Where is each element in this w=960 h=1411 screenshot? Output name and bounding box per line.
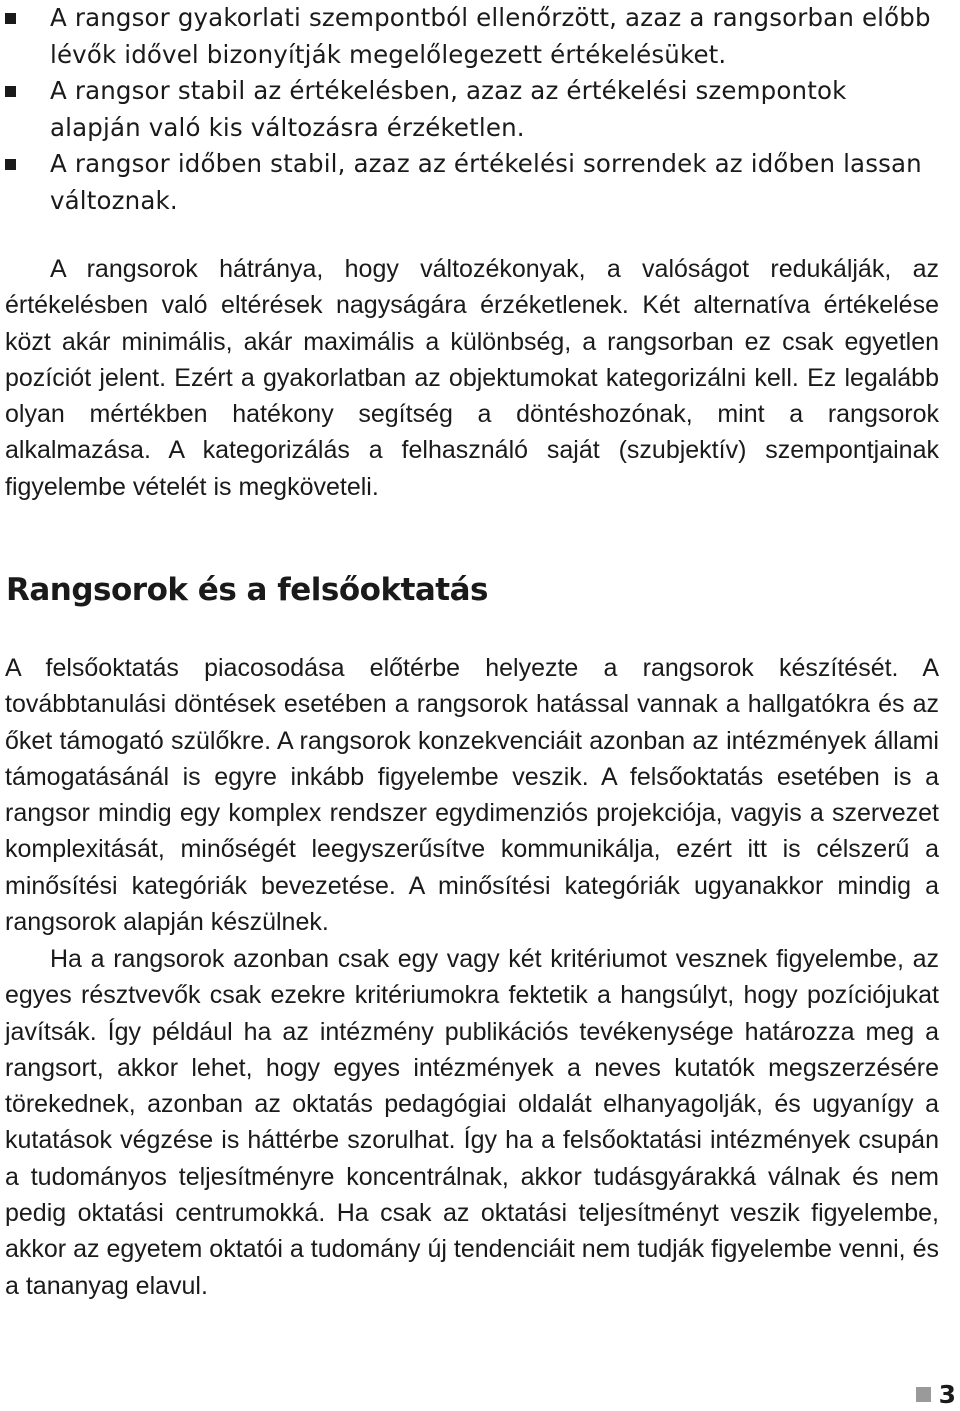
bullet-square-icon — [5, 13, 16, 24]
body-paragraph: A felsőoktatás piacosodása előtérbe helyezte a rangsorok készítését. A továbbtanulási döntések esetében a rangsorok hatással vannak a hallgatókra és az őket támogató szülőkre. A rangsorok konzekvenciáit azonban az intézmények állami támogatásánál is egyre inkább figyelembe veszik. A felsőoktatás esetében is a rangsor mindig egy komplex rendszer egydimenziós projekciója, vagyis a szervezet komplexitását, minőségét leegyszerűsítve kommunikálja, ezért itt is célszerű a minősítési kategóriák bevezetése. A minősítési kategóriák ugyanakkor mindig a rangsorok alapján készülnek. — [5, 654, 939, 937]
bullet-text: A rangsor időben stabil, azaz az értékelési sorrendek az időben lassan változnak. — [50, 149, 922, 215]
bullet-square-icon — [5, 86, 16, 97]
bullet-item — [0, 0, 945, 73]
page-footer — [916, 1380, 956, 1409]
intro-paragraph: A rangsorok hátránya, hogy változékonyak, a valóságot redukálják, az értékelésben való eltérések nagyságára érzéketlenek. Két alternatíva értékelése közt akár minimális, akár maximális a különbség, a rangsorban ez csak egyetlen pozíciót jelent. Ezért a gyakorlatban az objektumokat kategorizálni kell. Ez legalább olyan mértékben hatékony segítség a döntéshozónak, mint a rangsorok alkalmazása. A kategorizálás a felhasználó saját (szubjektív) szempontjainak figyelembe vételét is megköveteli. — [5, 255, 939, 501]
bullet-item — [0, 73, 945, 146]
page-square-icon — [916, 1387, 931, 1402]
body-paragraph: Ha a rangsorok azonban csak egy vagy két kritériumot vesznek figyelembe, az egyes résztvevők csak ezekre kritériumokra fektetik a hangsúlyt, hogy pozíciójukat javítsák. Így például ha az intézmény publikációs tevékenysége határozza meg a rangsort, akkor lehet, hogy egyes intézmények a neves kutatók megszerzésére törekednek, azonban az oktatás pedagógiai oldalát elhanyagolják, és ugyanígy a kutatások végzése is háttérbe szorulhat. Így ha a felsőoktatási intézmények csupán a tudományos teljesítményre koncentrálnak, akkor tudásgyárakká válnak és nem pedig oktatási centrumokká. Ha csak az oktatási teljesítményt veszik figyelembe, akkor az egyetem oktatói a tudomány új tendenciáit nem tudják figyelembe venni, és a tananyag elavul. — [5, 945, 939, 1300]
bullet-text: A rangsor gyakorlati szempontból ellenőrzött, azaz a rangsorban előbb lévők idővel bizonyítják megelőlegezett értékelésüket. — [50, 3, 931, 69]
bullet-item — [0, 146, 945, 219]
bullet-text: A rangsor stabil az értékelésben, azaz az értékelési szempontok alapján való kis változásra érzéketlen. — [50, 76, 847, 142]
bullet-list — [0, 0, 945, 219]
bullet-square-icon — [5, 159, 16, 170]
page-number: 3 — [938, 1380, 956, 1409]
section-heading: Rangsorok és a felsőoktatás — [6, 572, 489, 608]
